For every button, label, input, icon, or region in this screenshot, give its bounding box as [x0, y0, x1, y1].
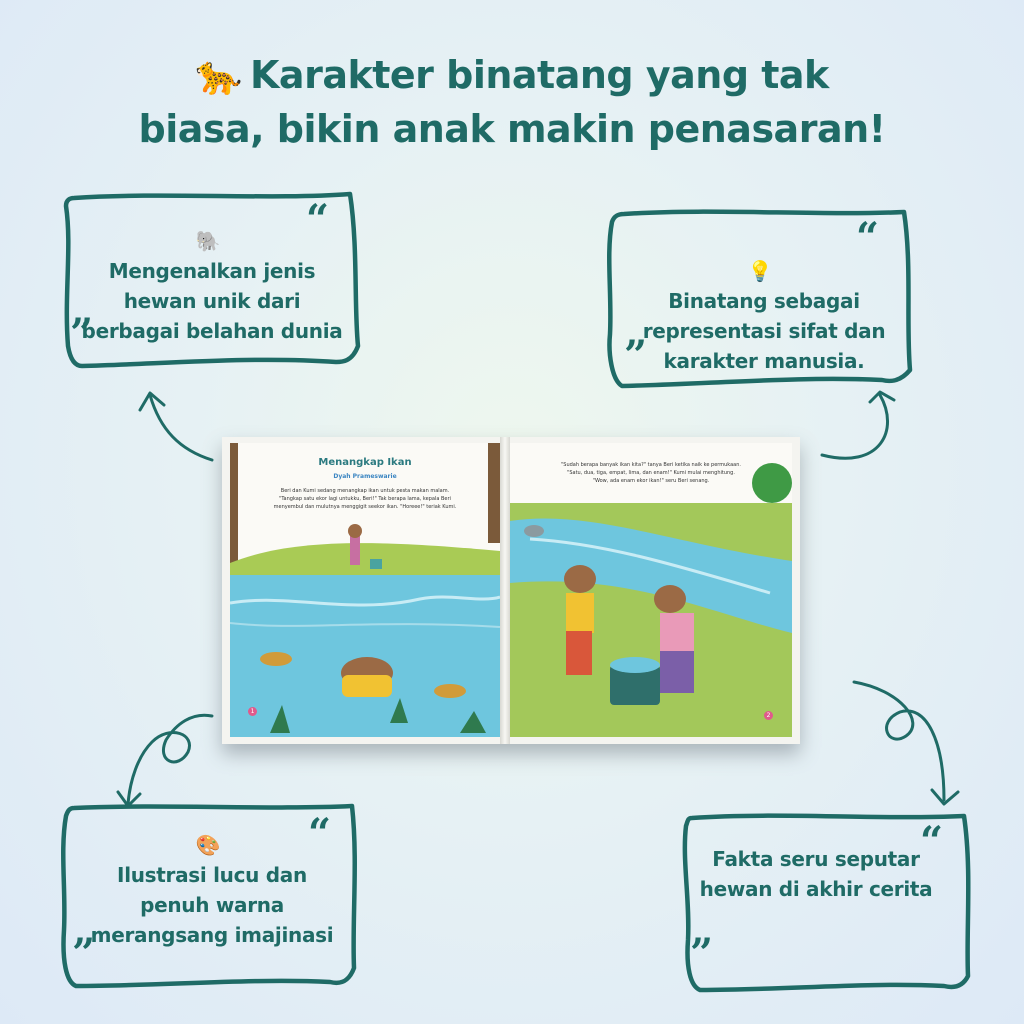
book-right-page — [510, 443, 792, 737]
bubble-text-line: representasi sifat dan — [642, 319, 886, 343]
headline-line-2: biasa, bikin anak makin penasaran! — [138, 107, 886, 151]
bubble-text-line: Fakta seru seputar — [712, 847, 920, 871]
book-spread — [222, 437, 800, 744]
bubble-text-line: hewan unik dari — [123, 289, 301, 313]
arrow-path — [854, 682, 944, 800]
story-title: Menangkap Ikan — [318, 457, 412, 468]
page-number: 2 — [764, 711, 773, 720]
bubble-text-line: merangsang imajinasi — [90, 923, 334, 947]
bubble-text-line: karakter manusia. — [663, 349, 865, 373]
feature-bubble-fun-facts — [676, 810, 976, 992]
feature-bubble-illustrations — [52, 800, 372, 990]
arrow-head — [870, 392, 894, 402]
arrow-path — [128, 715, 212, 804]
arrow-path — [150, 395, 212, 460]
story-text-line: "Satu, dua, tiga, empat, lima, dan enam!" Kumi mulai menghitung. — [567, 470, 735, 476]
arrow-path — [822, 395, 888, 458]
story-text-line: Beri dan Kumi sedang menangkap ikan untuk pesta makan malam. — [280, 488, 450, 494]
bubble-text-line: berbagai belahan dunia — [81, 319, 343, 343]
arrow-head — [932, 790, 958, 804]
right-page-illustration — [510, 443, 792, 737]
palette-icon: 🎨 — [195, 833, 221, 857]
story-text-line: "Tangkap satu ekor lagi untukku, Beri!" Tak berapa lama, kepala Beri — [279, 496, 451, 502]
story-text-line: "Wow, ada enam ekor ikan!" seru Beri senang. — [592, 478, 710, 484]
close-quote-mark: ” — [72, 930, 96, 977]
page-number: 1 — [248, 707, 257, 716]
bubble-text-line: penuh warna — [140, 893, 284, 917]
open-quote-mark: “ — [306, 196, 330, 243]
bubble-text-line: Ilustrasi lucu dan — [117, 863, 307, 887]
open-quote-mark: “ — [856, 214, 880, 261]
feature-bubble-unique-animals — [52, 186, 372, 372]
headline-line-1: Karakter binatang yang tak — [249, 53, 829, 97]
arrow-head — [140, 393, 164, 410]
elephant-icon: 🐘 — [195, 229, 221, 253]
bubble-text-line: Binatang sebagai — [668, 289, 860, 313]
book-spine — [500, 437, 510, 744]
open-quote-mark: “ — [920, 818, 944, 865]
lightbulb-icon: 💡 — [747, 259, 773, 283]
story-text-line: menyembul dan mulutnya menggigit seekor ikan. "Horeee!" teriak Kumi. — [273, 504, 457, 510]
open-quote-mark: “ — [308, 810, 332, 857]
bubble-text-line: Mengenalkan jenis — [108, 259, 316, 283]
feature-bubble-human-traits — [600, 204, 920, 390]
bubble-text-line: hewan di akhir cerita — [699, 877, 933, 901]
book-left-page — [230, 443, 500, 737]
headline — [90, 48, 934, 156]
close-quote-mark: ” — [70, 310, 94, 357]
story-text-line: "Sudah berapa banyak ikan kita?" tanya Beri ketika naik ke permukaan. — [560, 462, 741, 468]
story-author: Dyah Prameswarie — [333, 473, 397, 480]
close-quote-mark: ” — [624, 332, 648, 379]
leopard-icon: 🐆 — [195, 53, 242, 97]
close-quote-mark: ” — [690, 930, 714, 977]
